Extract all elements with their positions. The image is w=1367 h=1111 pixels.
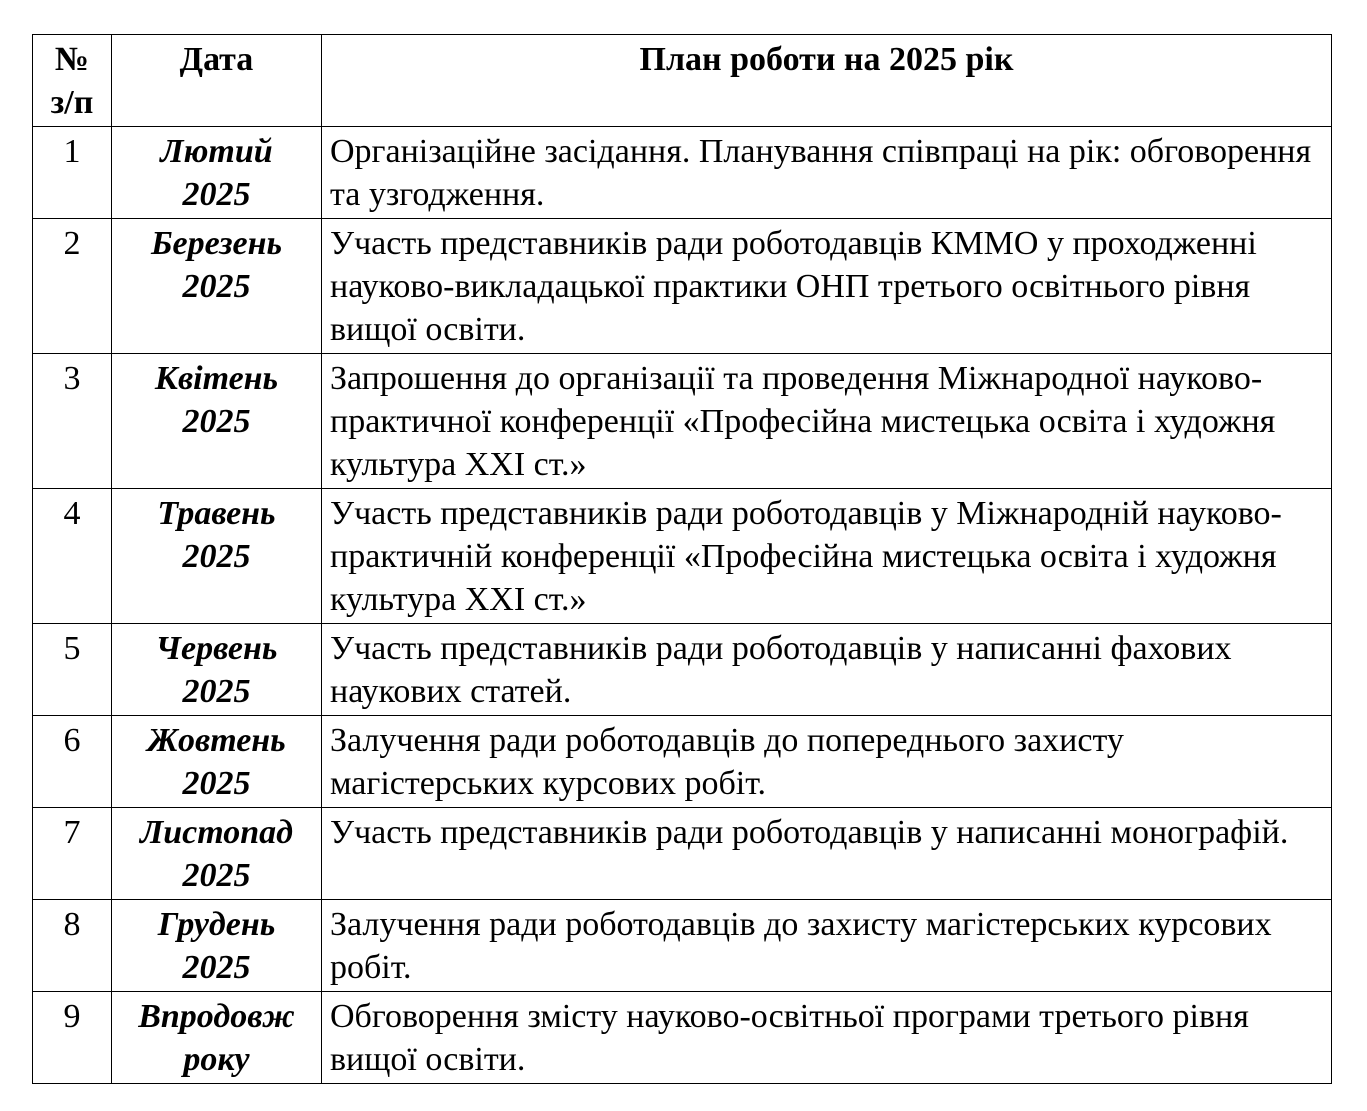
- table-row: [33, 992, 1332, 1084]
- row-number: 4: [33, 489, 112, 624]
- table-row: [33, 900, 1332, 992]
- row-date-year: 2025: [182, 673, 251, 710]
- row-date-month: Квітень: [154, 360, 279, 397]
- row-date: [112, 808, 322, 900]
- row-date-year: 2025: [182, 403, 251, 440]
- row-date-month: Листопад: [139, 814, 294, 851]
- row-date-month: Березень: [150, 225, 283, 262]
- table-header-row: [33, 35, 1332, 127]
- row-description: Залучення ради роботодавців до попереднього захисту магістерських курсових робіт.: [322, 716, 1332, 808]
- table-row: [33, 716, 1332, 808]
- row-number: 7: [33, 808, 112, 900]
- header-date: Дата: [112, 35, 322, 127]
- row-description: Участь представників ради роботодавців КММО у проходженні науково-викладацької практики ОНП третього освітнього рівня вищої освіти.: [322, 219, 1332, 354]
- header-number: [33, 35, 112, 127]
- row-date-year: 2025: [182, 268, 251, 305]
- row-number: 3: [33, 354, 112, 489]
- row-date: [112, 354, 322, 489]
- row-number: 5: [33, 624, 112, 716]
- row-description: Участь представників ради роботодавців у написанні фахових наукових статей.: [322, 624, 1332, 716]
- header-plan: План роботи на 2025 рік: [322, 35, 1332, 127]
- header-number-line1: №: [54, 41, 90, 78]
- row-date-month: Травень: [157, 495, 276, 532]
- row-number: 1: [33, 127, 112, 219]
- table-row: [33, 808, 1332, 900]
- row-number: 2: [33, 219, 112, 354]
- row-date-year: 2025: [182, 538, 251, 575]
- row-date-month: Грудень: [157, 906, 276, 943]
- row-description: Організаційне засідання. Планування співпраці на рік: обговорення та узгодження.: [322, 127, 1332, 219]
- row-date-month: Червень: [155, 630, 278, 667]
- row-description: Запрошення до організації та проведення Міжнародної науково-практичної конференції «Професійна мистецька освіта і художня культура ХХІ ст.»: [322, 354, 1332, 489]
- row-date-year: року: [183, 1041, 250, 1078]
- row-description: Участь представників ради роботодавців у Міжнародній науково-практичній конференції «Професійна мистецька освіта і художня культура ХХІ ст.»: [322, 489, 1332, 624]
- row-description: Обговорення змісту науково-освітньої програми третього рівня вищої освіти.: [322, 992, 1332, 1084]
- row-date-year: 2025: [182, 949, 251, 986]
- row-description: Залучення ради роботодавців до захисту магістерських курсових робіт.: [322, 900, 1332, 992]
- row-date-year: 2025: [182, 765, 251, 802]
- table-row: [33, 624, 1332, 716]
- work-plan-table: [32, 34, 1332, 1084]
- table-row: [33, 219, 1332, 354]
- header-number-line2: з/п: [50, 84, 94, 121]
- row-date: [112, 716, 322, 808]
- row-date-month: Жовтень: [147, 722, 286, 759]
- table-row: [33, 127, 1332, 219]
- row-date-year: 2025: [182, 857, 251, 894]
- row-date: [112, 900, 322, 992]
- row-date: [112, 992, 322, 1084]
- row-date: [112, 127, 322, 219]
- row-number: 6: [33, 716, 112, 808]
- row-date: [112, 489, 322, 624]
- row-date: [112, 219, 322, 354]
- row-number: 8: [33, 900, 112, 992]
- table-row: [33, 489, 1332, 624]
- table-row: [33, 354, 1332, 489]
- row-date-year: 2025: [182, 176, 251, 213]
- row-date: [112, 624, 322, 716]
- row-number: 9: [33, 992, 112, 1084]
- row-date-month: Лютий: [160, 133, 273, 170]
- row-description: Участь представників ради роботодавців у написанні монографій.: [322, 808, 1332, 900]
- row-date-month: Впродовж: [138, 998, 295, 1035]
